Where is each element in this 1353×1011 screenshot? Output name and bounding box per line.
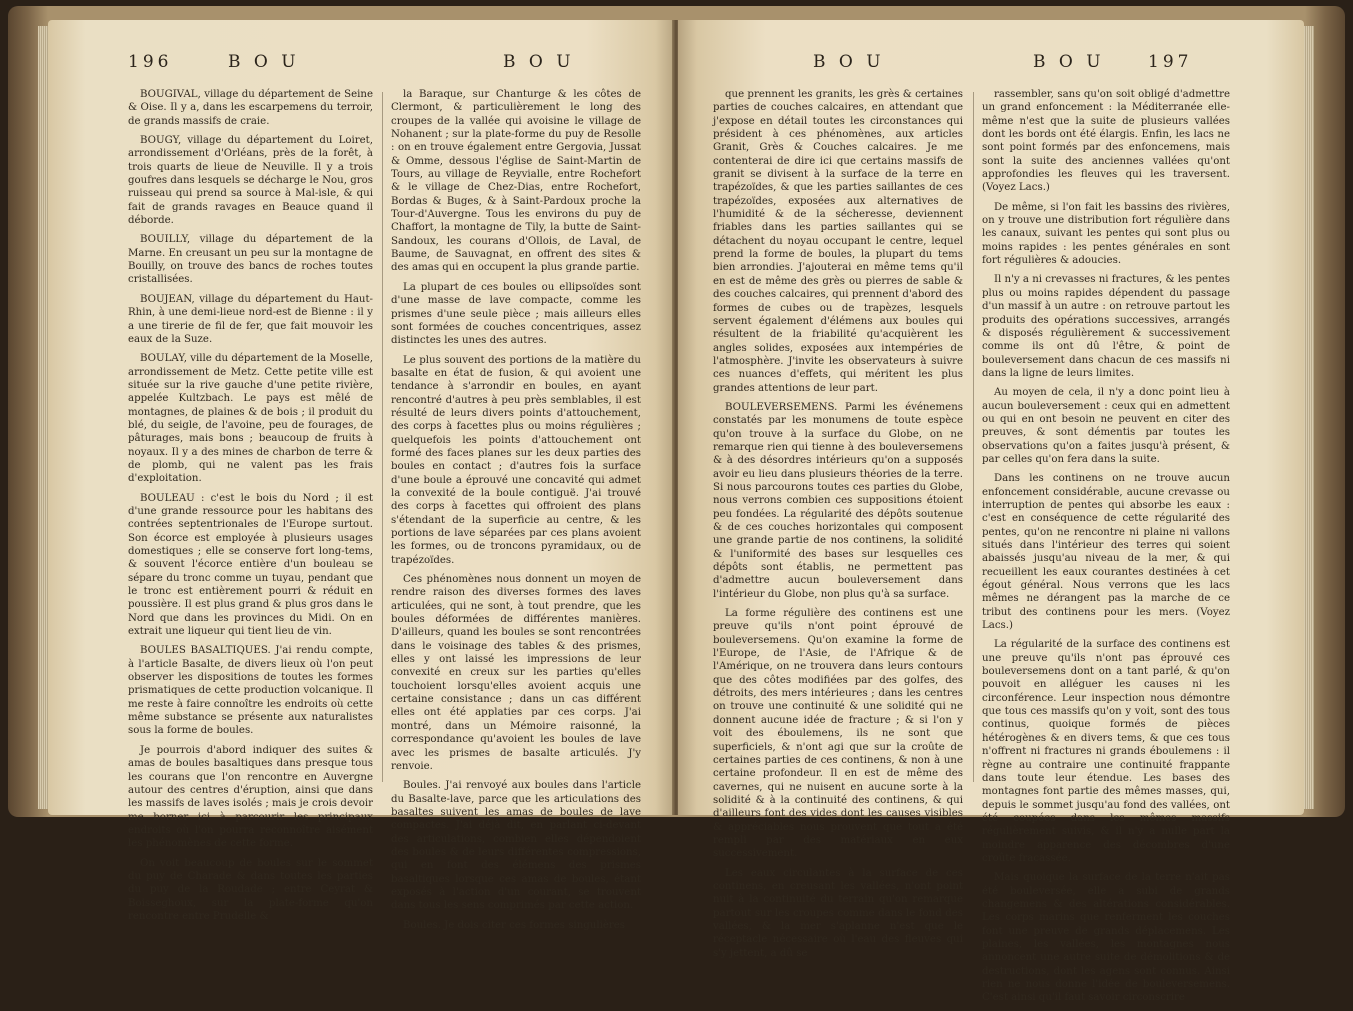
paragraph: BOULEAU : c'est le bois du Nord ; il est d'une grande ressource pour les habitans des contrées septentrionales de l'Europe surtout. Son écorce est employée à plusieurs usages domestiques ; elle se conserve fort long-tems, & souvent l'écorce entière d'un bouleau se sépare du tronc comme un tuyau, pendant que le tronc est entièrement pourri & réduit en poussière. Il est plus grand & plus gros dans le Nord que dans les provinces du Midi. On en extrait une liqueur qui tient lieu de vin. [128,492,373,638]
paragraph: Je pourrois d'abord indiquer des suites & amas de boules basaltiques dans presque tous les courans que l'on rencontre en Auvergne autour des centres d'éruption, ainsi que dans les massifs de laves isolés ; mais je crois devoir me borner ici à parcourir les principaux endroits où l'on pourra reconnoître aisément les phénomènes de cette forme. [128,744,373,850]
left-header-left: B O U [228,52,300,72]
paragraph: BOULES BASALTIQUES. J'ai rendu compte, à l'article Basalte, de divers lieux où l'on peut observer les dispositions de toutes les formes prismatiques de cette production volcanique. Il me reste à faire connoître les endroits où cette même substance se présente aux naturalistes sous la forme de boules. [128,645,373,737]
right-page [678,20,1304,1004]
right-page-number: 197 [1148,52,1193,72]
paragraph: La régularité de la surface des continens est une preuve qu'ils n'ont pas éprouvé ces bouleversemens dont on a tant parlé, & qu'on pouvoit en alléguer les causes ni les circonférence. Leur inspection nous démontre que tous ces massifs qu'on y voit, sont des tous continus, quoique formés de pièces hétérogènes & en divers tems, & que ces tous n'offrent ni fractures ni grands éboulemens : il règne au contraire une continuité frappante dans toute leur étendue. Les bases des montagnes font partie des mêmes masses, qui, depuis le sommet jusqu'au fond des vallées, ont été coupées dans les mêmes massifs régulièrement suivis, & il n'y a nulle part la moindre apparence des décombres d'une croûte fracassée. [982,639,1230,864]
page-edges-right [1304,26,1314,809]
paragraph: que prennent les granits, les grès & certaines parties de couches calcaires, en attendant que j'expose en détail toutes les circonstances qui président à ces phénomènes, aux articles Granit, Grès & Couches calcaires. Je me contenterai de dire ici que certains massifs de granit se divisent à la surface de la terre en trapézoïdes, & que les parties saillantes de ces trapézoïdes, exposées aux alternatives de l'humidité & de la sécheresse, deviennent friables dans les parties saillantes qui se détachent du noyau occupant le centre, lequel prend la forme de boules, la plupart du tems bien arrondies. J'ajouterai en même tems qu'il en est de même des grès ou pierres de sable & des couches calcaires, qui prennent d'abord des formes de cubes ou de trapèzes, lesquels servent également d'élémens aux boules qui résultent de la friabilité qu'acquièrent les angles solides, exposées aux intempéries de l'atmosphère. J'invite les observateurs à suivre ces nuances d'effets, qui méritent les plus grandes attentions de leur part. [713,89,963,394]
paragraph: Le plus souvent des portions de la matière du basalte en état de fusion, & qui avoient une tendance à s'arrondir en boules, en ayant rencontré d'autres à peu près semblables, il est résulté de leurs divers points d'attouchement, des corps à facettes plus ou moins régulières ; quelquefois les points d'attouchement ont formé des faces planes sur les deux parties des boules en contact ; d'autres fois la surface d'une boule a éprouvé une concavité qui admet la convexité de la boule contiguë. J'ai trouvé des corps à facettes qui offroient des plans s'étendant de la superficie au centre, & les portions de lave séparées par ces plans avoient les formes, ou de troncons pyramidaux, ou de trapézoïdes. [391,354,641,566]
paragraph: Mais quoique la surface de la terre n'ait pas été bouleversée, elle a subi de grands changemens & des altérations considérables. Les corps marins que renferment les couches font une preuve de grands déplacemens. Les plaines, les vallées, les montagnes nous annoncent une autre suite de démolitions & de destructions, dont les agens sont connus. Ainsi rien ne nous donne l'idée de bouleversemens. C'est ainsi qu'il faut savoir circonscrire [982,872,1230,1004]
paragraph: Les eaux circulantes à la surface de ces continens, en creusant les vallées, n'ont point nuit à la continuité du terrain qu'on remarque partout sur les croupes comme dans le fond des vallées, & la mer s'aplanne n'est que le réceptacle nécessaire où l'eau des fleuves qui s'y jettent, a dû se [713,867,963,959]
column-rule [382,92,383,782]
paragraph: BOUGY, village du département du Loiret, arrondissement d'Orléans, près de la forêt, à trois quarts de lieue de Neuville. Il y a trois goufres dans lesquels se décharge le Nou, gros ruisseau qui prend sa source à Mal-isle, & qui fait de grands ravages en Beauce quand il déborde. [128,135,373,227]
right-column-1 [713,88,963,966]
paragraph: la Baraque, sur Chanturge & les côtes de Clermont, & particulièrement le long des croupes de la vallée qui avoisine le village de Nohanent ; sur la plate-forme du puy de Resolle : on en trouve également entre Gergovia, Jussat & Omme, dessous l'église de Saint-Martin de Tours, au village de Reyvialle, entre Rochefort & le village de Chez-Dias, entre Rochefort, Bordas & Buges, & à Saint-Pardoux proche la Tour-d'Auvergne. Tous les environs du puy de Chaffort, la montagne de Tily, la butte de Saint-Sandoux, les courans d'Ollois, de Laval, de Baume, de Sauvagnat, en offrent des sites & des amas qui en occupent la plus grande partie. [391,89,641,274]
paragraph: BOUILLY, village du département de la Marne. En creusant un peu sur la montagne de Bouilly, on trouve des bancs de roches toutes cristallisées. [128,234,373,286]
paragraph: Dans les continens on ne trouve aucun enfoncement considérable, aucune crevasse ou interruption de pentes qui absorbe les eaux : c'est en conséquence de cette régularité des pentes, qu'on ne rencontre ni plaine ni vallons situés dans l'intérieur des terres qui soient abaissés jusqu'au niveau de la mer, & qui recueillent les eaux courantes destinées à cet égout général. Nous verrons que les lacs mêmes ne dérangent pas la marche de ce tribut des continens pour les mers. (Voyez Lacs.) [982,473,1230,632]
paragraph: La forme régulière des continens est une preuve qu'ils n'ont point éprouvé de bouleversemens. Qu'on examine la forme de l'Europe, de l'Asie, de l'Afrique & de l'Amérique, on ne trouvera dans leurs contours que des côtes modifiées par des golfes, des détroits, des mers intérieures ; dans les centres on trouve une continuité & une solidité qui ne donnent aucune idée de fracture ; & si l'on y voit des éboulemens, ils ne sont que superficiels, & n'ont agi que sur la croûte de certaines parties de ces continens, & non à une certaine profondeur. Il en est de même des cavernes, qui ne nuisent en aucune sorte à la solidité & à la continuité des continens, & qui d'ailleurs font des vides dont les causes visibles & appréciables nous prouvent que tout a été rempli par des matériaux en eux successivement. [713,608,963,860]
paragraph: rassembler, sans qu'on soit obligé d'admettre un grand enfoncement : la Méditerranée elle-même n'est que la suite de plusieurs vallées dont les bords ont été élargis. Enfin, les lacs ne sont point formés par des enfoncemens, mais sont la suite des anciennes vallées qu'ont approfondies les fleuves qui les traversent. (Voyez Lacs.) [982,89,1230,194]
paragraph: Au moyen de cela, il n'y a donc point lieu à aucun bouleversement : ceux qui en admettent ou qui en ont besoin ne peuvent en citer des preuves, & sont démentis par toutes les observations qu'on a faites jusqu'à présent, & par celles qu'on fera dans la suite. [982,387,1230,465]
left-header-right: B O U [503,52,575,72]
left-column-1 [128,88,373,929]
left-page [48,20,674,931]
book-spread [8,6,1345,1004]
paragraph: Ces phénomènes nous donnent un moyen de rendre raison des diverses formes des laves articulées, qui ne sont, à tout prendre, que les boules déformées de différentes manières. D'ailleurs, quand les boules se sont rencontrées dans le voisinage des tables & des prismes, elles y ont laissé les impressions de leur convexité en creux sur les parties qu'elles touchoient lorsqu'elles avoient acquis une certaine consistance ; dans un cas différent elles ont été applaties par ces corps. J'ai montré, dans un Mémoire raisonné, la correspondance qu'avoient les boules de lave avec les prismes de basalte articulés. J'y renvoie. [391,574,641,772]
paragraph: BOUGIVAL, village du département de Seine & Oise. Il y a, dans les escarpemens du terroir, de grands massifs de craie. [128,89,373,127]
left-page-number: 196 [128,52,173,72]
right-header-left: B O U [813,52,885,72]
paragraph: BOULAY, ville du département de la Moselle, arrondissement de Metz. Cette petite ville est située sur la rive gauche d'une petite rivière, appelée Kultzbach. Le pays est mêlé de montagnes, de plaines & de bois ; il produit du blé, du seigle, de l'avoine, peu de fourages, de pâturages, mais bons ; beaucoup de fruits à noyaux. Il y a des mines de charbon de terre & de plomb, qui ne valent pas les frais d'exploitation. [128,353,374,485]
paragraph: Boules. J'ai renvoyé aux boules dans l'article du Basalte-lave, parce que les articulations des basaltes suivent les amas de boules de lave compactes. J'ai déjà dit, en parlant ci-devant des articulations, combien elles dépendoient des boules & de leurs différentes compressions, qui en font des élémens des prismes basaltiques lorsque ces amas de boules, étant exposés à l'action d'un courant, se trouvent dans tous les sens comprimés par cette action. [391,780,641,912]
paragraph: De même, si l'on fait les bassins des rivières, on y trouve une distribution fort régulière dans les canaux, suivant les pentes qui sont plus ou moins rapides : les pentes générales en sont fort régulières & adoucies. [982,201,1230,267]
paragraph: BOULEVERSEMENS. Parmi les événemens constatés par les monumens de toute espèce qu'on trouve à la surface du Globe, on ne remarque rien qui tienne à des bouleversemens & à des désordres intérieurs qu'on a supposés avoir eu lieu dans plusieurs théories de la terre. Si nous parcourons toutes ces parties du Globe, nous verrons combien ces suppositions étoient peu fondées. La régularité des dépôts soutenue & de ces couches horizontales qui composent une grande partie de nos continens, la solidité & l'uniformité des bases sur lesquelles ces dépôts sont établis, ne permettent pas d'admettre aucun bouleversement dans l'intérieur du Globe, non plus qu'à sa surface. [713,401,963,600]
right-column-2 [982,88,1230,1011]
paragraph: Il n'y a ni crevasses ni fractures, & les pentes plus ou moins rapides dépendent du passage d'un massif à un autre : on retrouve partout les produits des opérations successives, arrangés & disposés régulièrement & successivement comme ils ont dû l'être, & point de bouleversement dans chacun de ces massifs ni dans la ligne de leurs limites. [982,274,1230,379]
right-header-right: B O U [1033,52,1105,72]
paragraph: BOUJEAN, village du département du Haut-Rhin, à une demi-lieue nord-est de Bienne : il y a une tirerie de fil de fer, que fait mouvoir les eaux de la Suze. [128,293,373,345]
column-rule [973,92,974,782]
page-edges-left [38,26,48,809]
paragraph: La plupart de ces boules ou ellipsoïdes sont d'une masse de lave compacte, comme les prismes d'une seule pièce ; mais ailleurs elles sont formées de couches concentriques, assez distinctes les unes des autres. [391,281,641,347]
paragraph: Boules. Je dois citer ces formes singulières [403,919,626,931]
paragraph: On voit beaucoup de boules sur le sommet du puy de Charade & dans toutes les parties du puy de la Roudade ; entre Ceyrat & Boisseghoux, sur la plate-forme qu'on rencontre entre Prudelle & [128,857,373,922]
left-column-2 [391,88,641,938]
